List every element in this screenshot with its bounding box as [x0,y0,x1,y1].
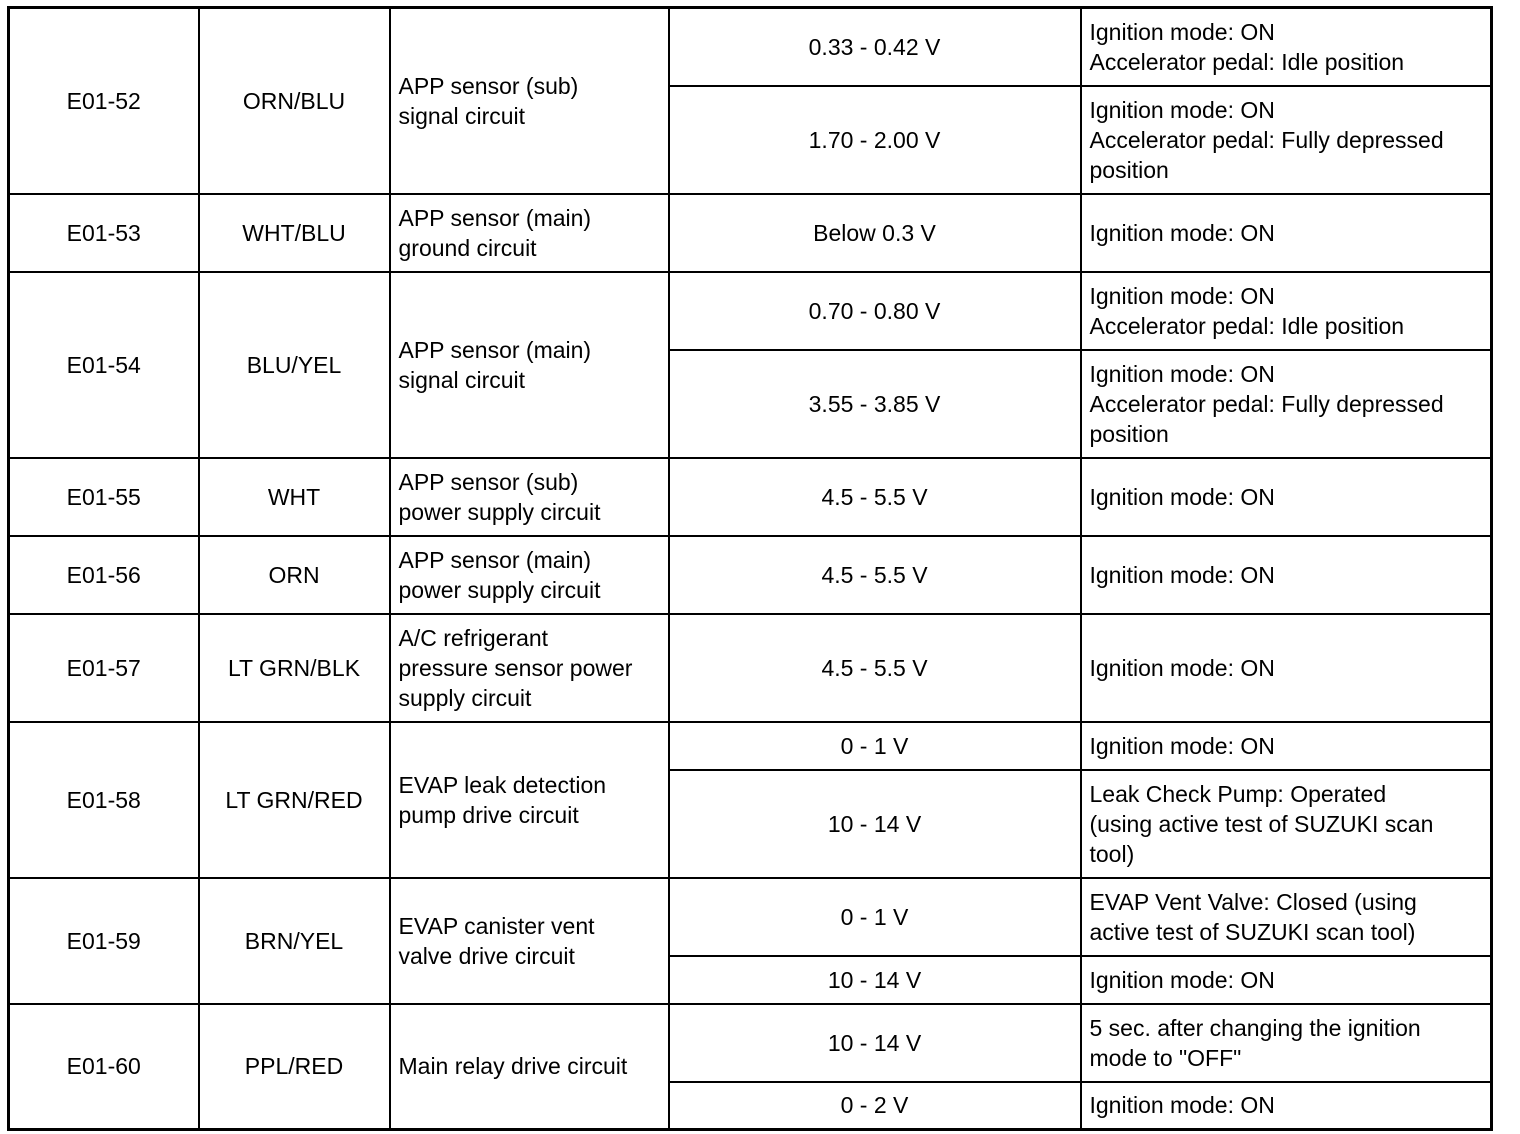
voltage-cell: 1.70 - 2.00 V [669,86,1081,194]
condition-cell: Ignition mode: ON Accelerator pedal: Idle position [1081,8,1492,86]
voltage-cell: 0 - 1 V [669,722,1081,770]
wire-color-cell: BRN/YEL [199,878,390,1004]
voltage-cell: 3.55 - 3.85 V [669,350,1081,458]
voltage-cell: 4.5 - 5.5 V [669,536,1081,614]
condition-cell: Ignition mode: ON [1081,194,1492,272]
wire-color-cell: WHT/BLU [199,194,390,272]
circuit-cell: APP sensor (main) ground circuit [390,194,669,272]
condition-cell: Leak Check Pump: Operated (using active test of SUZUKI scan tool) [1081,770,1492,878]
table-row [9,722,1492,770]
circuit-cell: EVAP canister vent valve drive circuit [390,878,669,1004]
voltage-cell: 10 - 14 V [669,956,1081,1004]
terminal-cell: E01-58 [9,722,199,878]
circuit-cell: APP sensor (main) signal circuit [390,272,669,458]
circuit-cell: APP sensor (sub) power supply circuit [390,458,669,536]
table-row [9,1004,1492,1082]
condition-cell: Ignition mode: ON Accelerator pedal: Fully depressed position [1081,350,1492,458]
terminal-cell: E01-55 [9,458,199,536]
voltage-cell: 4.5 - 5.5 V [669,614,1081,722]
condition-cell: Ignition mode: ON Accelerator pedal: Fully depressed position [1081,86,1492,194]
table-row [9,614,1492,722]
wire-color-cell: ORN [199,536,390,614]
voltage-cell: 4.5 - 5.5 V [669,458,1081,536]
voltage-cell: 0.33 - 0.42 V [669,8,1081,86]
voltage-cell: 0 - 2 V [669,1082,1081,1130]
table-row [9,8,1492,86]
voltage-cell: 10 - 14 V [669,770,1081,878]
table-row [9,194,1492,272]
circuit-cell: EVAP leak detection pump drive circuit [390,722,669,878]
table-row [9,272,1492,350]
condition-cell: EVAP Vent Valve: Closed (using active test of SUZUKI scan tool) [1081,878,1492,956]
wire-color-cell: WHT [199,458,390,536]
circuit-cell: Main relay drive circuit [390,1004,669,1130]
terminal-cell: E01-59 [9,878,199,1004]
terminal-cell: E01-54 [9,272,199,458]
wire-color-cell: PPL/RED [199,1004,390,1130]
terminal-cell: E01-53 [9,194,199,272]
condition-cell: Ignition mode: ON [1081,956,1492,1004]
condition-cell: Ignition mode: ON [1081,722,1492,770]
table-body [9,8,1492,1130]
wire-color-cell: LT GRN/RED [199,722,390,878]
terminal-cell: E01-52 [9,8,199,194]
wire-color-cell: ORN/BLU [199,8,390,194]
voltage-cell: Below 0.3 V [669,194,1081,272]
condition-cell: 5 sec. after changing the ignition mode to "OFF" [1081,1004,1492,1082]
condition-cell: Ignition mode: ON [1081,1082,1492,1130]
circuit-cell: APP sensor (main) power supply circuit [390,536,669,614]
voltage-cell: 10 - 14 V [669,1004,1081,1082]
condition-cell: Ignition mode: ON [1081,458,1492,536]
voltage-cell: 0.70 - 0.80 V [669,272,1081,350]
table-row [9,458,1492,536]
circuit-cell: A/C refrigerant pressure sensor power supply circuit [390,614,669,722]
terminal-voltage-table [7,6,1493,1131]
circuit-cell: APP sensor (sub) signal circuit [390,8,669,194]
wire-color-cell: LT GRN/BLK [199,614,390,722]
terminal-cell: E01-56 [9,536,199,614]
wire-color-cell: BLU/YEL [199,272,390,458]
voltage-cell: 0 - 1 V [669,878,1081,956]
table-row [9,536,1492,614]
terminal-cell: E01-57 [9,614,199,722]
condition-cell: Ignition mode: ON [1081,614,1492,722]
condition-cell: Ignition mode: ON Accelerator pedal: Idle position [1081,272,1492,350]
terminal-cell: E01-60 [9,1004,199,1130]
condition-cell: Ignition mode: ON [1081,536,1492,614]
table-row [9,878,1492,956]
